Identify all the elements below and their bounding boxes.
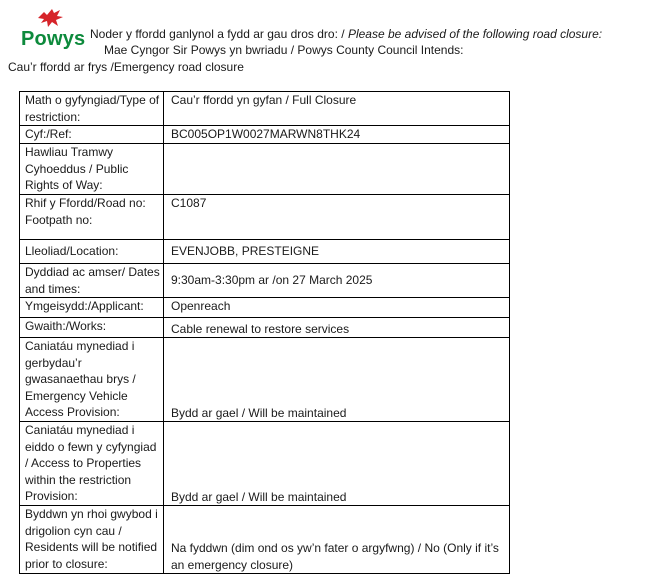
row-value: Cable renewal to restore services	[164, 318, 510, 338]
table-row	[20, 240, 510, 264]
row-value: EVENJOBB, PRESTEIGNE	[164, 240, 510, 264]
logo-text: Powys	[21, 28, 86, 50]
table-row	[20, 422, 510, 506]
table-row	[20, 506, 510, 574]
row-value: BC005OP1W0027MARWN8THK24	[164, 126, 510, 144]
row-value: Na fyddwn (dim ond os yw’n fater o argyfwng) / No (Only if it’s an emergency closure)	[164, 506, 510, 574]
row-value: 9:30am-3:30pm ar /on 27 March 2025	[164, 264, 510, 298]
notice-english: Please be advised of the following road closure:	[347, 27, 603, 41]
row-label: Ymgeisydd:/Applicant:	[20, 298, 164, 318]
row-value	[164, 144, 510, 195]
red-dragon-icon	[36, 8, 64, 28]
row-label: Math o gyfyngiad/Type of restriction:	[20, 92, 164, 126]
powys-logo	[18, 8, 84, 52]
table-row	[20, 318, 510, 338]
row-value: C1087	[164, 195, 510, 240]
notice-line	[90, 27, 602, 41]
closure-type: Cau’r ffordd ar frys /Emergency road closure	[8, 60, 244, 74]
table-row	[20, 338, 510, 422]
row-label: Hawliau Tramwy Cyhoeddus / Public Rights of Way:	[20, 144, 164, 195]
row-label: Cyf:/Ref:	[20, 126, 164, 144]
row-value: Bydd ar gael / Will be maintained	[164, 422, 510, 506]
table-row	[20, 92, 510, 126]
row-value: Bydd ar gael / Will be maintained	[164, 338, 510, 422]
table-row	[20, 195, 510, 240]
table-row	[20, 298, 510, 318]
row-label: Gwaith:/Works:	[20, 318, 164, 338]
notice-welsh: Noder y ffordd ganlynol a fydd ar gau dros dro: /	[90, 27, 348, 41]
row-value: Cau’r ffordd yn gyfan / Full Closure	[164, 92, 510, 126]
table-row	[20, 126, 510, 144]
row-label: Dyddiad ac amser/ Dates and times:	[20, 264, 164, 298]
closure-details-table	[19, 91, 510, 574]
row-label: Lleoliad/Location:	[20, 240, 164, 264]
council-intends: Mae Cyngor Sir Powys yn bwriadu / Powys County Council Intends:	[104, 43, 464, 57]
row-label: Rhif y Ffordd/Road no: Footpath no:	[20, 195, 164, 240]
table-row	[20, 144, 510, 195]
row-label: Caniatáu mynediad i gerbydau’r gwasanaethau brys / Emergency Vehicle Access Provision:	[20, 338, 164, 422]
table-row	[20, 264, 510, 298]
row-label: Byddwn yn rhoi gwybod i drigolion cyn cau / Residents will be notified prior to closure:	[20, 506, 164, 574]
row-label: Caniatáu mynediad i eiddo o fewn y cyfyngiad / Access to Properties within the restriction Provision:	[20, 422, 164, 506]
row-value: Openreach	[164, 298, 510, 318]
